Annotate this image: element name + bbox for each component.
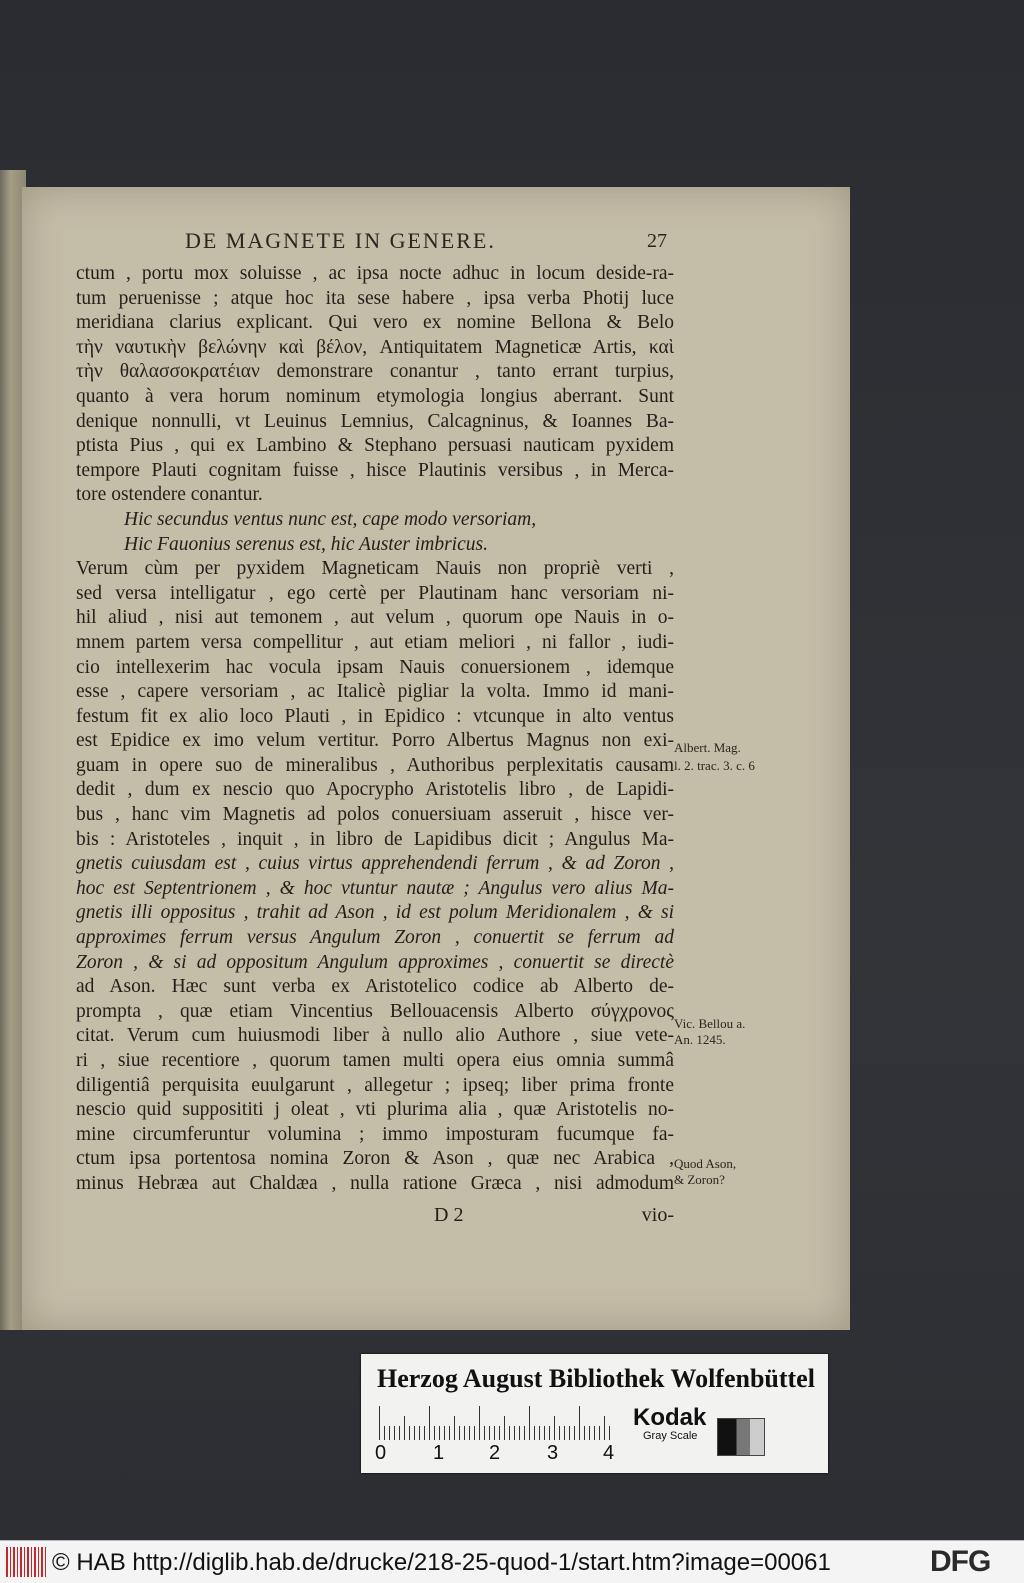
ruler-tick — [504, 1416, 505, 1440]
verse-line: Hic secundus ventus nunc est, cape modo versoriam, — [124, 508, 537, 530]
running-head — [185, 228, 685, 258]
ruler-tick — [569, 1426, 570, 1440]
text-line: τὴν θαλασσοκρατέιαν demonstrare conantur , tanto errant turpius, — [76, 361, 674, 383]
library-title: Herzog August Bibliothek Wolfenbüttel — [377, 1364, 815, 1393]
ruler-tick — [514, 1426, 515, 1440]
ruler-tick — [409, 1426, 410, 1440]
text-line: Verum cùm per pyxidem Magneticam Nauis non propriè verti , — [76, 558, 674, 580]
margin-note-vincentius: Vic. Bellou a. — [674, 1016, 746, 1031]
ruler-tick — [494, 1426, 495, 1440]
ruler-tick — [549, 1426, 550, 1440]
text-line: denique nonnulli, vt Leuinus Lemnius, Calcagninus, & Ioannes Ba- — [76, 410, 674, 432]
text-line: dedit , dum ex nescio quo Apocrypho Aristotelis libro , de Lapidi- — [76, 779, 674, 801]
text-line: τὴν ναυτικὴν βελώνην καὶ βέλον, Antiquitatem Magneticæ Artis, καὶ — [76, 336, 674, 358]
viewer-footer — [0, 1540, 1024, 1583]
catchword: vio- — [641, 1204, 674, 1226]
ruler-tick — [429, 1406, 430, 1440]
text-line: hoc est Septentrionem , & hoc vtuntur nautæ ; Angulus vero alius Ma- — [76, 877, 674, 899]
ruler-number: 0 — [375, 1442, 387, 1464]
running-head-title: DE MAGNETE IN GENERE. — [185, 228, 496, 253]
ruler-tick — [484, 1426, 485, 1440]
margin-note-vincentius-year: An. 1245. — [674, 1032, 726, 1047]
ruler-tick — [439, 1426, 440, 1440]
text-line: ri , siue recentiore , quorum tamen multi opera eius omnia summâ — [76, 1050, 674, 1071]
ruler-tick — [524, 1426, 525, 1440]
text-line: quanto à vera horum nominum etymologia longius aberrant. Sunt — [76, 385, 674, 407]
text-line: guam in opere suo de mineralibus , Authoribus perplexitatis causam — [76, 754, 674, 776]
ruler-tick — [394, 1426, 395, 1440]
text-line: festum fit ex alio loco Plauti , in Epidico : vtcunque in alto ventus — [76, 705, 674, 727]
ruler-tick — [509, 1426, 510, 1440]
text-line: ptista Pius , qui ex Lambino & Stephano persuasi nauticam pyxidem — [76, 435, 674, 457]
text-line: citat. Verum cum huiusmodi liber à nullo alio Authore , siue vete- — [76, 1025, 674, 1047]
text-line: tum peruenisse ; atque hoc ita sese habere , ipsa verba Photij luce — [76, 287, 674, 309]
ruler-tick — [554, 1416, 555, 1440]
ruler-tick — [454, 1416, 455, 1440]
ruler-tick — [414, 1426, 415, 1440]
ruler-tick — [519, 1426, 520, 1440]
ruler-tick — [399, 1426, 400, 1440]
page-footer-line — [76, 1204, 674, 1230]
margin-note-quod: Quod Ason, — [674, 1156, 737, 1171]
ruler-tick — [449, 1426, 450, 1440]
text-line: bis : Aristoteles , inquit , in libro de Lapidibus dicit ; Angulus Ma- — [76, 828, 674, 850]
text-line: cio intellexerim hac vocula ipsam Nauis conuersionem , idemque — [76, 656, 674, 678]
ruler-tick — [539, 1426, 540, 1440]
ruler-tick — [534, 1426, 535, 1440]
ruler-tick — [479, 1406, 480, 1440]
ruler — [379, 1404, 613, 1440]
ruler-tick — [564, 1426, 565, 1440]
ruler-tick — [444, 1426, 445, 1440]
ruler-tick — [499, 1426, 500, 1440]
ruler-tick — [404, 1416, 405, 1440]
ruler-tick — [379, 1406, 380, 1440]
text-line: diligentiâ perquisita euulgarunt , allegetur ; ipseq; liber prima fronte — [76, 1074, 674, 1096]
color-scale-card — [361, 1354, 828, 1473]
ruler-tick — [419, 1426, 420, 1440]
ruler-tick — [574, 1426, 575, 1440]
credit-link[interactable]: © HAB http://diglib.hab.de/drucke/218-25-quod-1/start.htm?image=00061 — [52, 1549, 831, 1576]
text-line: minus Hebræa aut Chaldæa , nulla ratione Græca , nisi admodum — [76, 1172, 674, 1194]
text-line: nescio quid supposititi j oleat , vti plurima alia , quæ Aristotelis no- — [76, 1099, 674, 1121]
text-line: approximes ferrum versus Angulum Zoron , conuertit se ferrum ad — [76, 927, 674, 949]
text-line: mine circumferuntur volumina ; immo imposturam fucumque fa- — [76, 1123, 674, 1145]
margin-note-albert-ref: l. 2. trac. 3. c. 6 — [674, 758, 755, 773]
ruler-number: 3 — [547, 1442, 559, 1464]
text-line: ad Ason. Hæc sunt verba ex Aristotelico codice ab Alberto de- — [76, 976, 674, 998]
ruler-tick — [594, 1426, 595, 1440]
text-line: sed versa intelligatur , ego certè per Plautinam hanc versoriam ni- — [76, 582, 674, 604]
text-line: tore ostendere conantur. — [76, 484, 263, 506]
ruler-tick — [389, 1426, 390, 1440]
text-line: ctum , portu mox soluisse , ac ipsa nocte adhuc in locum deside-ra- — [76, 263, 674, 284]
ruler-tick — [489, 1426, 490, 1440]
ruler-tick — [544, 1426, 545, 1440]
text-line: esse , capere versoriam , ac Italicè pigliar la volta. Immo id mani- — [76, 681, 674, 703]
kodak-logo: Kodak — [633, 1404, 707, 1431]
text-line: gnetis illi oppositus , trahit ad Ason , id est polum Meridionalem , & si — [76, 902, 674, 924]
verse-line: Hic Fauonius serenus est, hic Auster imbricus. — [124, 533, 488, 555]
gray-scale-label: Gray Scale — [643, 1430, 698, 1442]
ruler-tick — [464, 1426, 465, 1440]
hab-barcode-icon — [6, 1547, 46, 1577]
ruler-tick — [609, 1426, 610, 1440]
margin-note-albert: Albert. Mag. — [674, 740, 741, 755]
ruler-tick — [384, 1426, 385, 1440]
ruler-tick — [579, 1406, 580, 1440]
text-line: ctum ipsa portentosa nomina Zoron & Ason , quæ nec Arabica , — [76, 1148, 674, 1170]
ruler-tick — [469, 1426, 470, 1440]
margin-note-quod-2: & Zoron? — [674, 1172, 725, 1187]
dfg-logo: DFG — [930, 1545, 991, 1578]
ruler-tick — [589, 1426, 590, 1440]
main-text-block — [76, 262, 674, 1197]
ruler-tick — [599, 1426, 600, 1440]
ruler-number: 4 — [603, 1442, 615, 1464]
text-line: mnem partem versa compellitur , aut etiam meliori , ni fallor , iudi- — [76, 631, 674, 653]
ruler-tick — [424, 1426, 425, 1440]
gray-swatch — [717, 1418, 765, 1456]
text-line: gnetis cuiusdam est , cuius virtus apprehendendi ferrum , & ad Zoron , — [76, 853, 674, 875]
text-line: est Epidice ex imo velum vertitur. Porro Albertus Magnus non exi- — [76, 730, 674, 752]
ruler-tick — [559, 1426, 560, 1440]
ruler-tick — [529, 1406, 530, 1440]
ruler-tick — [459, 1426, 460, 1440]
ruler-number: 1 — [433, 1442, 445, 1464]
ruler-number: 2 — [489, 1442, 501, 1464]
text-line: meridiana clarius explicant. Qui vero ex nomine Bellona & Belo — [76, 312, 674, 334]
signature-mark: D 2 — [434, 1204, 464, 1226]
text-line: bus , hanc vim Magnetis ad polos conuersiuam asseruit , hisce ver- — [76, 804, 674, 826]
text-line: hil aliud , nisi aut temonem , aut velum , quorum ope Nauis in o- — [76, 607, 674, 629]
text-line: prompta , quæ etiam Vincentius Bellouacensis Alberto σύγχρονος — [76, 1000, 674, 1022]
text-line: tempore Plauti cognitam fuisse , hisce Plautinis versibus , in Merca- — [76, 459, 674, 481]
ruler-tick — [584, 1426, 585, 1440]
page-number: 27 — [647, 230, 667, 252]
text-line: Zoron , & si ad oppositum Angulum approximes , conuertit se directè — [76, 951, 674, 973]
ruler-tick — [474, 1426, 475, 1440]
ruler-tick — [604, 1416, 605, 1440]
ruler-tick — [434, 1426, 435, 1440]
